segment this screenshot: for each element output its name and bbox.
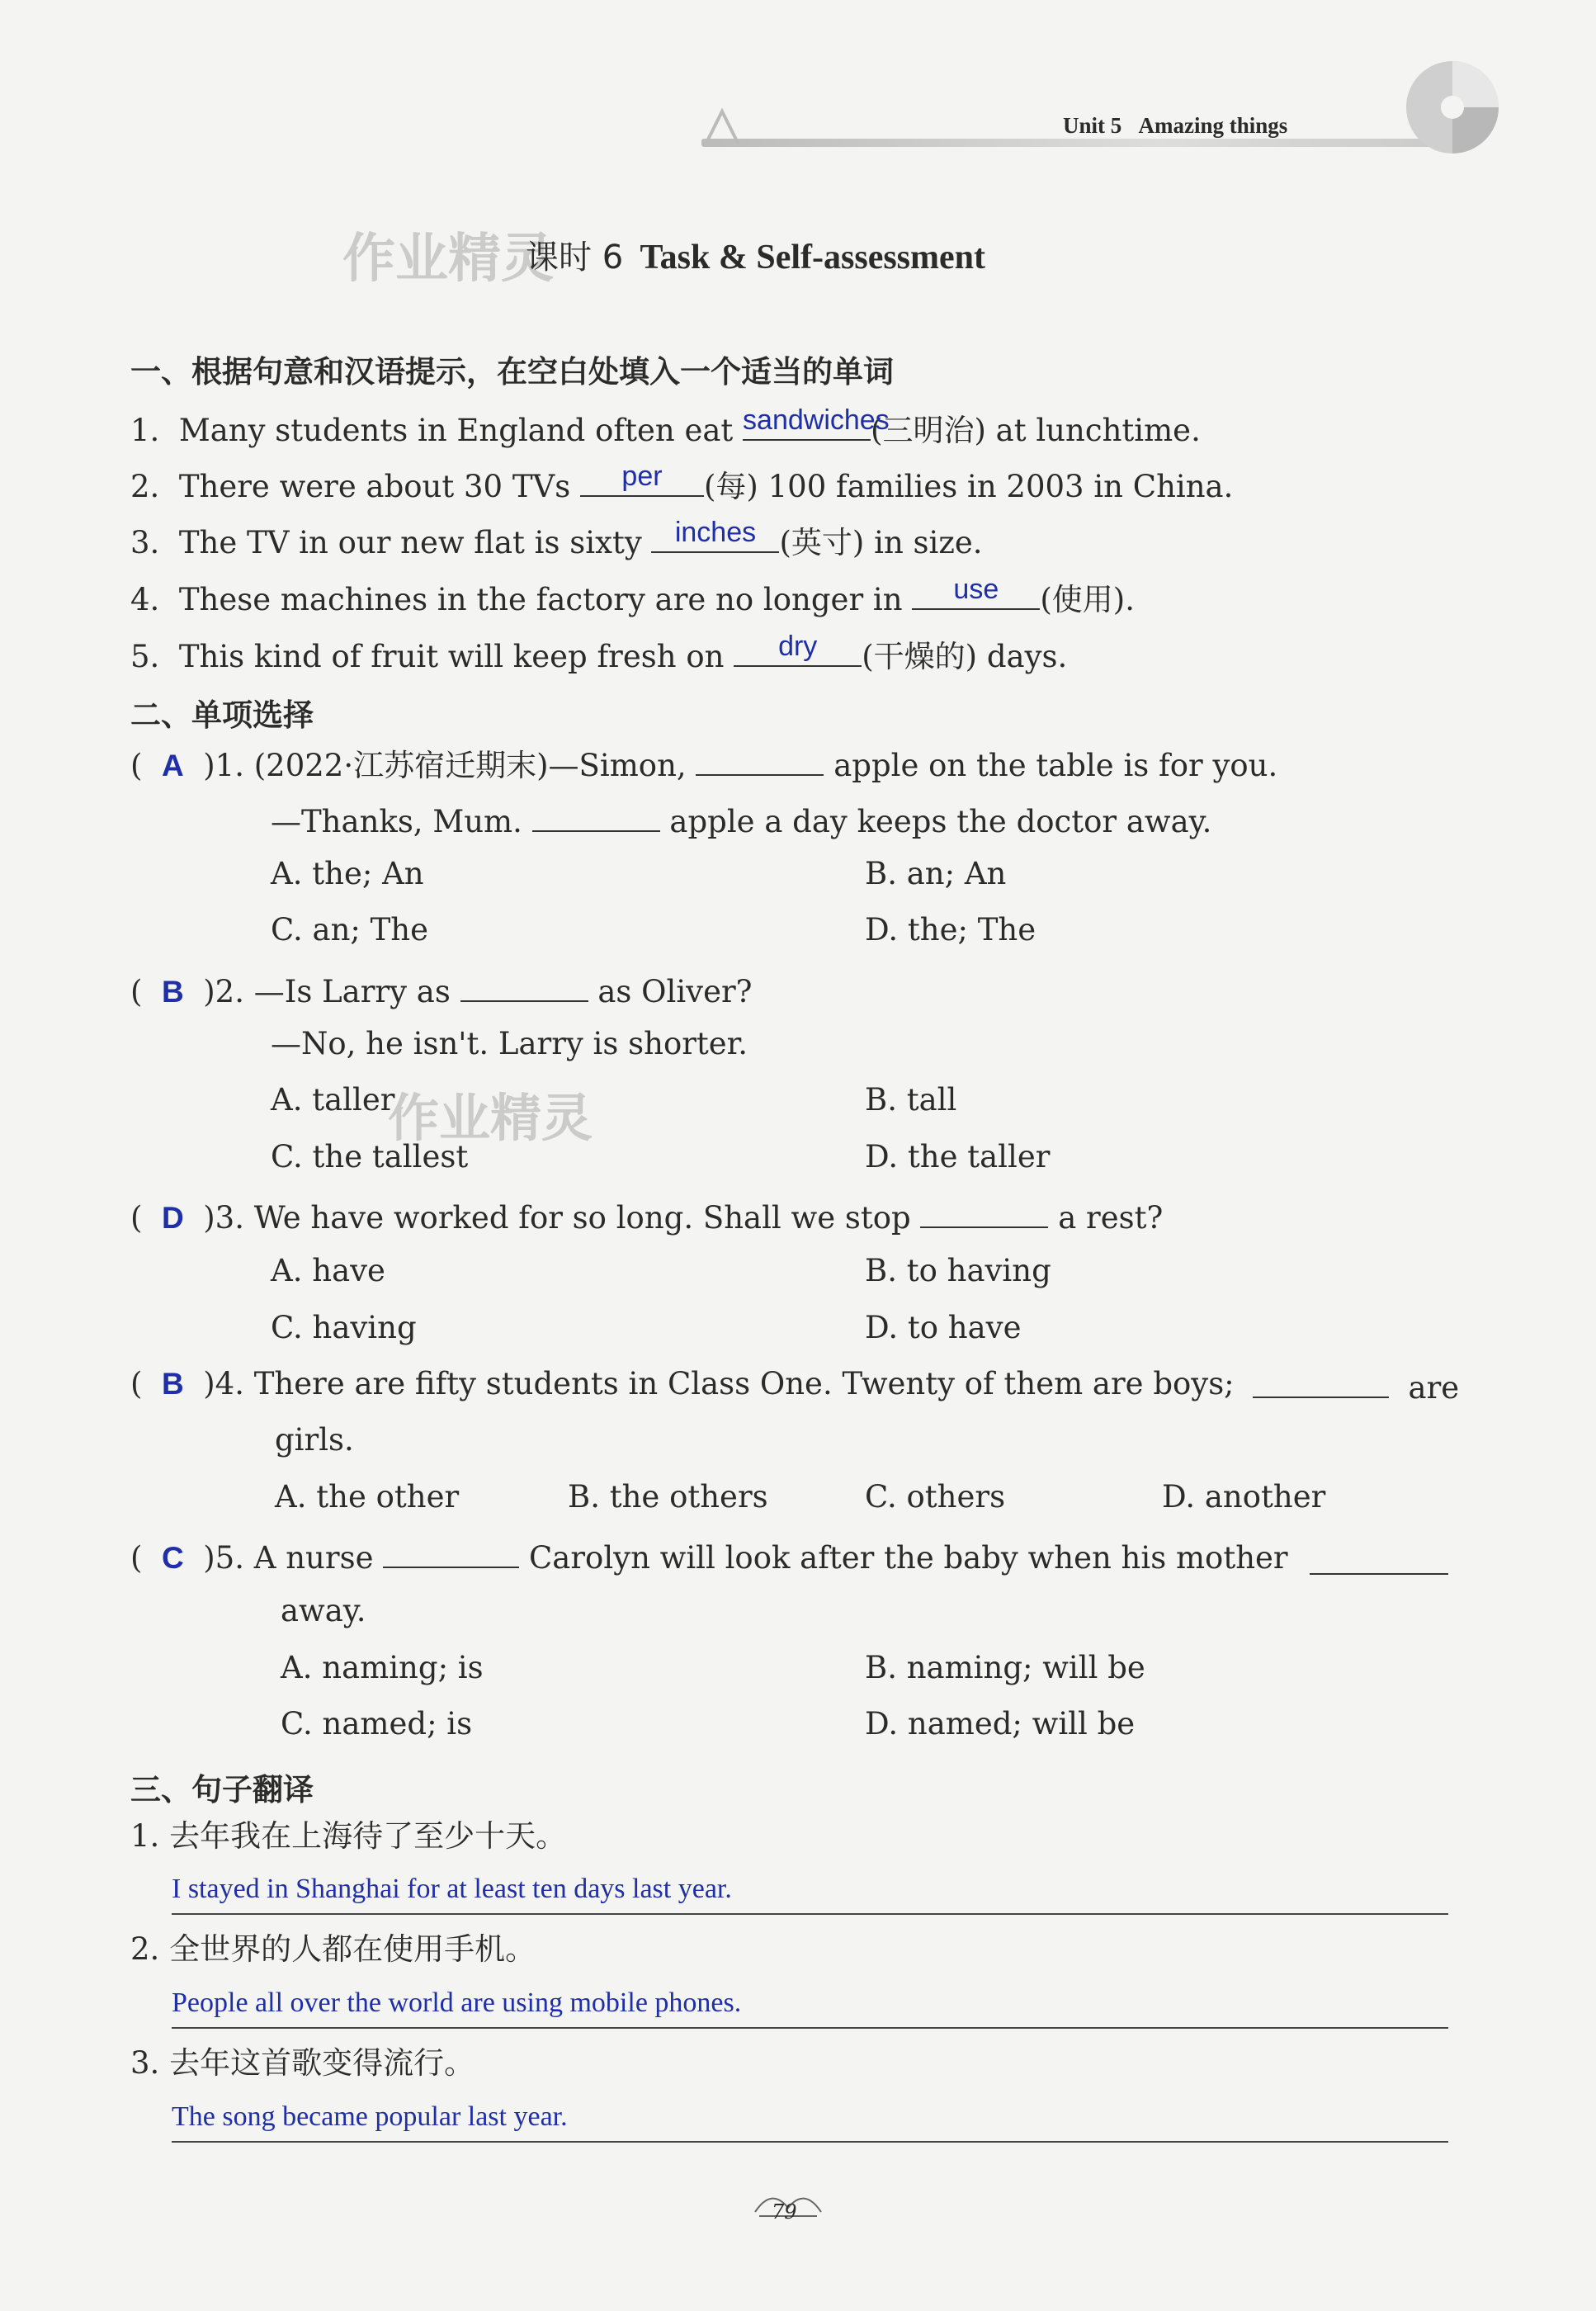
mc-option-d[interactable]: D. another (1162, 1479, 1326, 1515)
s1-item-5 (130, 632, 1067, 672)
translation-answer-line-3[interactable] (172, 2095, 1448, 2143)
header-decor-strip (701, 139, 1469, 147)
answer-blank[interactable] (912, 575, 1040, 610)
translation-prompt-3: 3. 去年这首歌变得流行。 (130, 2045, 475, 2081)
mc-option-c[interactable]: C. an; The (271, 912, 429, 948)
mc-blank (460, 972, 588, 1002)
s1-item-text: There were about 30 TVs (178, 469, 571, 504)
mc-blank (1310, 1545, 1448, 1575)
mc-question-2-line2: —No, he isn't. Larry is shorter. (271, 1026, 748, 1061)
mc-answer[interactable]: D (161, 1201, 184, 1235)
mc-option-d[interactable]: D. the taller (865, 1139, 1051, 1174)
mc-blank (696, 746, 824, 776)
mc-option-b[interactable]: B. the others (568, 1479, 768, 1515)
section1-title: 一、根据句意和汉语提示，在空白处填入一个适当的单词 (130, 354, 894, 390)
s1-item-number: 1. (130, 413, 160, 448)
translation-answer: People all over the world are using mobile phones. (172, 1987, 742, 2018)
mc-answer[interactable]: A (161, 749, 184, 782)
s1-item-text: (每) 100 families in 2003 in China. (703, 469, 1234, 504)
running-header (1063, 113, 1287, 139)
watermark: 作业精灵 (342, 229, 554, 290)
mc-option-a[interactable]: A. taller (271, 1082, 395, 1118)
answer-text: inches (674, 517, 757, 548)
mc-question-1-line2: —Thanks, Mum. apple a day keeps the doctor away. (271, 804, 1212, 839)
mc-option-d[interactable]: D. the; The (865, 912, 1036, 948)
s1-item-4 (130, 575, 1135, 615)
header-triangle-icon (701, 107, 751, 149)
mc-option-c[interactable]: C. having (271, 1310, 417, 1345)
mc-blank (920, 1198, 1048, 1228)
s1-item-text: These machines in the factory are no longer in (178, 582, 903, 617)
section2-title: 二、单项选择 (130, 697, 314, 733)
answer-blank[interactable] (743, 404, 890, 441)
header-unit-title: Amazing things (1138, 113, 1288, 138)
mc-answer[interactable]: C (161, 1541, 184, 1575)
mc-answer[interactable]: B (161, 1367, 184, 1401)
translation-answer: I stayed in Shanghai for at least ten days last year. (172, 1874, 732, 1904)
translation-prompt-1: 1. 去年我在上海待了至少十天。 (130, 1818, 567, 1854)
mc-blank (383, 1538, 519, 1568)
header-disc-icon (1403, 58, 1502, 157)
translation-answer-line-1[interactable] (172, 1867, 1448, 1915)
mc-option-d[interactable]: D. to have (865, 1310, 1022, 1345)
watermark-inline: 作业精灵 (388, 1088, 593, 1148)
answer-blank[interactable] (580, 462, 704, 497)
mc-option-c[interactable]: C. others (865, 1479, 1006, 1515)
translation-answer: The song became popular last year. (172, 2101, 568, 2132)
page-number: 79 (772, 2200, 797, 2224)
s1-item-text: Many students in England often eat (178, 413, 734, 448)
answer-blank[interactable] (734, 632, 862, 667)
mc-option-b[interactable]: B. an; An (865, 856, 1007, 891)
s1-item-1 (130, 406, 1201, 446)
s1-item-number: 2. (130, 469, 160, 504)
translation-prompt-2: 2. 全世界的人都在使用手机。 (130, 1931, 536, 1967)
mc-option-a[interactable]: A. the other (275, 1479, 460, 1515)
mc-option-b[interactable]: B. naming; will be (865, 1650, 1145, 1685)
s1-item-text: This kind of fruit will keep fresh on (178, 639, 725, 674)
s1-item-3 (130, 518, 983, 558)
answer-text: sandwiches (743, 404, 890, 436)
answer-text: use (953, 574, 999, 605)
mc-answer[interactable]: B (161, 975, 184, 1009)
mc-option-d[interactable]: D. named; will be (865, 1706, 1136, 1742)
mc-option-a[interactable]: A. naming; is (281, 1650, 484, 1685)
answer-text: per (621, 461, 663, 492)
mc-option-c[interactable]: C. named; is (281, 1706, 473, 1742)
section3-title: 三、句子翻译 (130, 1772, 314, 1808)
s1-item-number: 5. (130, 639, 160, 674)
mc-question-4-line2: girls. (275, 1422, 354, 1458)
s1-item-number: 4. (130, 582, 160, 617)
answer-text: dry (778, 631, 818, 662)
s1-item-text: The TV in our new flat is sixty (178, 525, 642, 560)
translation-answer-line-2[interactable] (172, 1981, 1448, 2029)
mc-option-b[interactable]: B. to having (865, 1253, 1051, 1288)
lesson-title-main: Task & Self-assessment (640, 239, 985, 276)
s1-item-text: (英寸) in size. (779, 525, 983, 560)
s1-item-text: (使用). (1040, 582, 1135, 617)
mc-question-2: ( B )2. —Is Larry as as Oliver? (130, 974, 753, 1009)
lesson-number: 课时 6 (526, 239, 624, 276)
mc-option-b[interactable]: B. tall (865, 1082, 957, 1118)
mc-question-1: ( A )1. (2022·江苏宿迁期末)—Simon, apple on the table is for you. (130, 748, 1278, 783)
s1-item-text: (三明治) at lunchtime. (871, 413, 1201, 448)
mc-option-a[interactable]: A. the; An (271, 856, 424, 891)
mc-option-c[interactable]: C. the tallest (271, 1139, 469, 1174)
mc-question-3: ( D )3. We have worked for so long. Shall we stop a rest? (130, 1200, 1164, 1236)
lesson-title (526, 231, 985, 278)
mc-question-4-tail: are (1253, 1368, 1459, 1403)
mc-option-a[interactable]: A. have (271, 1253, 385, 1288)
answer-blank[interactable] (651, 518, 779, 553)
mc-question-5-line2: away. (281, 1593, 366, 1628)
mc-question-5: ( C )5. A nurse Carolyn will look after the baby when his mother (130, 1540, 1288, 1576)
s1-item-2 (130, 462, 1233, 502)
mc-blank (1253, 1368, 1389, 1398)
header-unit: Unit 5 (1063, 113, 1122, 138)
s1-item-text: (干燥的) days. (862, 639, 1068, 674)
mc-blank (532, 802, 660, 832)
mc-question-4: ( B )4. There are fifty students in Class One. Twenty of them are boys; (130, 1366, 1235, 1401)
s1-item-number: 3. (130, 525, 160, 560)
